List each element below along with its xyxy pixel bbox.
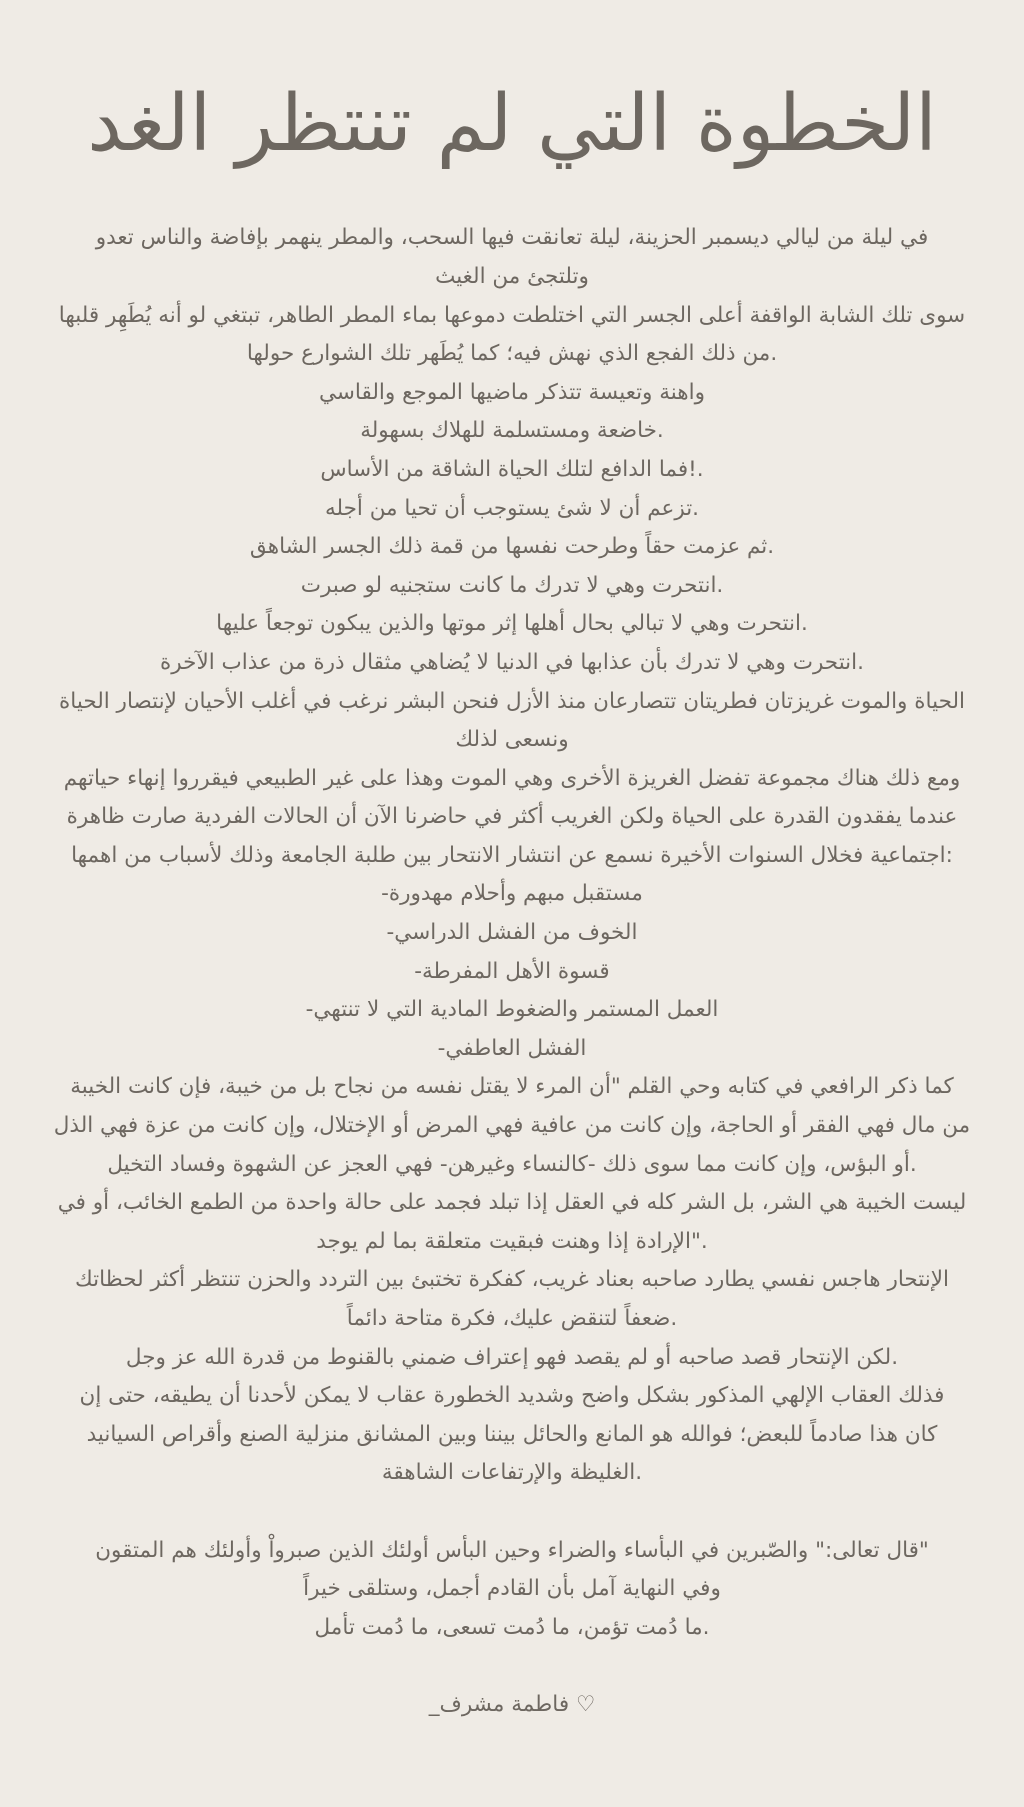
body-line: الحياة والموت غريزتان فطريتان تتصارعان منذ الأزل فنحن البشر نرغب في أغلب الأحيان لإنتصار الحياة (59, 688, 965, 714)
quote-line: .أو البؤس، وإن كانت مما سوى ذلك -كالنساء وغيرهن- فهي العجز عن الشهوة وفساد التخيل (107, 1151, 917, 1177)
paragraph-gap (30, 1493, 994, 1532)
quote-line: كما ذكر الرافعي في كتابه وحي القلم "أن المرء لا يقتل نفسه من نجاح بل من خيبة، فإن كانت الخيبة (70, 1074, 954, 1100)
quote-line: ليست الخيبة هي الشر، بل الشر كله في العقل إذا تبلد فجمد على حالة واحدة من الطمع الخائب، أو في (57, 1190, 967, 1216)
body-line: فذلك العقاب الإلهي المذكور بشكل واضح وشديد الخطورة عقاب لا يمكن لأحدنا أن يطيقه، حتى إن (79, 1383, 945, 1409)
list-item: العمل المستمر والضغوط المادية التي لا تنتهي- (305, 997, 719, 1023)
body-line: واهنة وتعيسة تتذكر ماضيها الموجع والقاسي (318, 379, 705, 405)
author-signature: ♡ فاطمة مشرف_ (428, 1691, 596, 1717)
body-line: .ثم عزمت حقاً وطرحت نفسها من قمة ذلك الجسر الشاهق (249, 534, 775, 560)
body-line: .لكن الإنتحار قصد صاحبه أو لم يقصد فهو إعتراف ضمني بالقنوط من قدرة الله عز وجل (125, 1344, 899, 1370)
body-line: .!فما الدافع لتلك الحياة الشاقة من الأساس (320, 456, 704, 482)
body-line: ونسعى لذلك (455, 727, 569, 753)
list-item: قسوة الأهل المفرطة- (414, 958, 610, 984)
body-line: عندما يفقدون القدرة على الحياة ولكن الغريب أكثر في حاضرنا الآن أن الحالات الفردية صارت ظاهرة (66, 804, 958, 830)
quote-line: ."الإرادة إذا وهنت فبقيت متعلقة بما لم يوجد (316, 1228, 708, 1254)
list-item: مستقبل مبهم وأحلام مهدورة- (381, 881, 643, 907)
page-title: الخطوة التي لم تنتظر الغد (87, 79, 937, 169)
body-line: سوى تلك الشابة الواقفة أعلى الجسر التي اختلطت دموعها بماء المطر الطاهر، تبتغي لو أنه يُطَهِر قلبها (58, 302, 966, 328)
body-line: .انتحرت وهي لا تدرك بأن عذابها في الدنيا لا يُضاهي مثقال ذرة من عذاب الآخرة (160, 649, 864, 675)
body-line: .ضعفاً لتنقض عليك، فكرة متاحة دائماً (346, 1306, 678, 1332)
body-line: .خاضعة ومستسلمة للهلاك بسهولة (360, 418, 664, 444)
quote-line: من مال فهي الفقر أو الحاجة، وإن كانت من عافية فهي المرض أو الإختلال، وإن كانت من عزة فهي الذل (53, 1113, 971, 1139)
body-line: .من ذلك الفجع الذي نهش فيه؛ كما يُطَهر تلك الشوارع حولها (246, 341, 778, 367)
closing-line: وفي النهاية آمل بأن القادم أجمل، وستلقى خيراً (303, 1576, 721, 1602)
body-line: كان هذا صادماً للبعض؛ فوالله هو المانع والحائل بيننا وبين المشانق منزلية الصنع وأقراص السيانيد (86, 1421, 938, 1447)
body-line: :اجتماعية فخلال السنوات الأخيرة نسمع عن انتشار الانتحار بين طلبة الجامعة وذلك لأسباب من اهمها (71, 842, 953, 868)
body-line: .الغليظة والإرتفاعات الشاهقة (381, 1460, 643, 1486)
body-line: ومع ذلك هناك مجموعة تفضل الغريزة الأخرى وهي الموت وهذا على غير الطبيعي فيقرروا إنهاء حياتهم (63, 765, 961, 791)
body-line: .تزعم أن لا شئ يستوجب أن تحيا من أجله (324, 495, 700, 521)
body-line: الإنتحار هاجس نفسي يطارد صاحبه بعناد غريب، كفكرة تختبئ بين التردد والحزن تنتظر أكثر لحظاتك (74, 1267, 949, 1293)
paragraph-gap (30, 1647, 994, 1686)
body-line: وتلتجئ من الغيث (435, 263, 589, 289)
list-item: الخوف من الفشل الدراسي- (386, 920, 638, 946)
list-item: الفشل العاطفي- (437, 1035, 587, 1061)
body-line: في ليلة من ليالي ديسمبر الحزينة، ليلة تعانقت فيها السحب، والمطر ينهمر بإفاضة والناس تعدو (95, 225, 929, 251)
body-line: .انتحرت وهي لا تدرك ما كانت ستجنيه لو صبرت (300, 572, 724, 598)
article-body (30, 219, 994, 1493)
verse-line: "قال تعالى:" والصّبرين في البأساء والضراء وحين البأس أولئك الذين صبرواْ وأولئك هم المتقون (95, 1537, 929, 1563)
body-line: .انتحرت وهي لا تبالي بحال أهلها إثر موتها والذين يبكون توجعاً عليها (216, 611, 808, 637)
closing-line: .ما دُمت تؤمن، ما دُمت تسعى، ما دُمت تأمل (314, 1614, 710, 1640)
closing-section (30, 1532, 994, 1648)
